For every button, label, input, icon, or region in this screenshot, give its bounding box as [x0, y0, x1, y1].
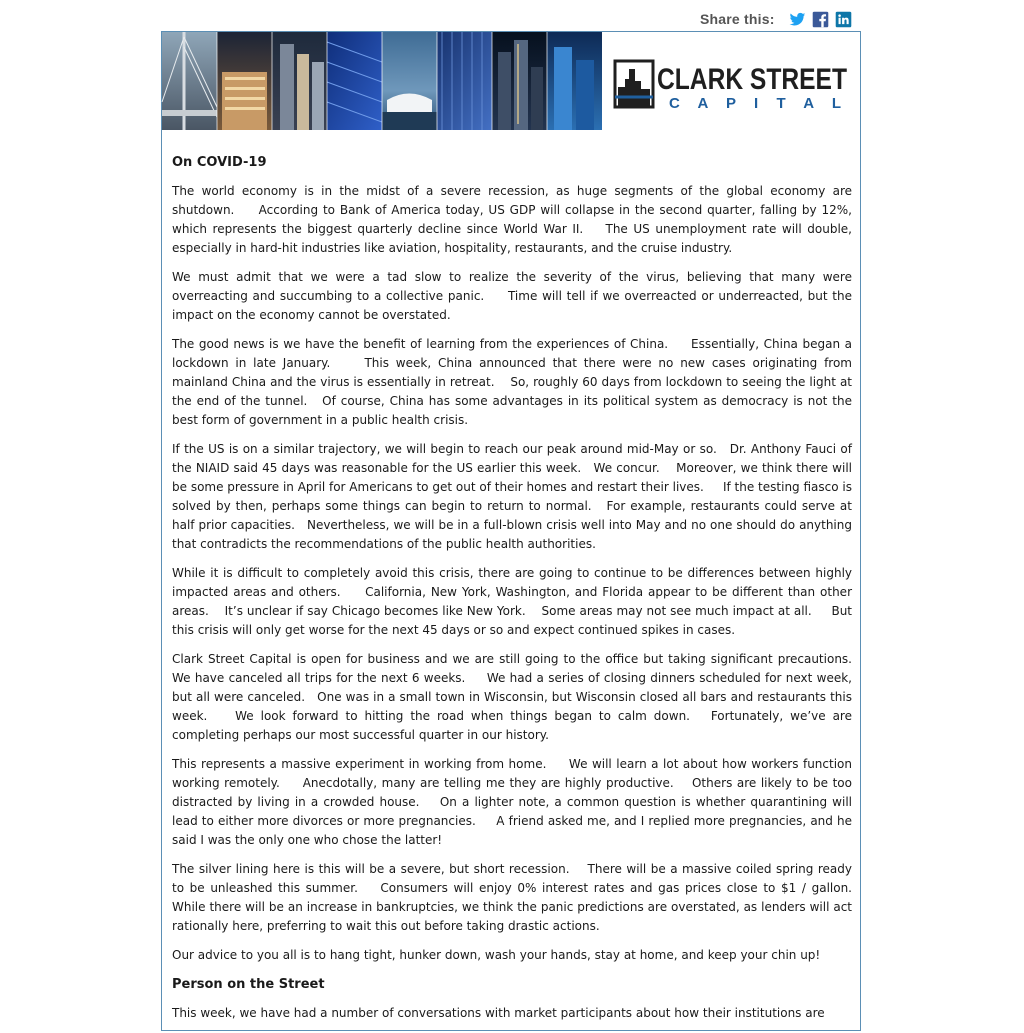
share-bar	[700, 9, 852, 29]
article-paragraph: This represents a massive experiment in working from home. We will learn a lot about how workers function working remotely. Anecdotally, many are telling me they are highly productive. Others are likely to be too distracted by living in a crowded house. On a lighter note, a common question is whether quarantining will lead to either more divorces or more pregnancies. A friend asked me, and I replied more pregnancies, and he said I was the only one who chose the latter!	[172, 757, 856, 847]
article-paragraph: Clark Street Capital is open for business and we are still going to the office but taking significant precautions. We have canceled all trips for the next 6 weeks. We had a series of closing dinners scheduled for next week, but all were canceled. One was in a small town in Wisconsin, but Wisconsin closed all bars and restaurants this week. We look forward to hitting the road when things began to calm down. Fortunately, we’ve are completing perhaps our most successful quarter in our history.	[172, 652, 868, 742]
twitter-icon[interactable]	[789, 11, 806, 28]
facebook-icon[interactable]	[812, 11, 829, 28]
city-photo-strip	[162, 32, 602, 130]
article-paragraph: The silver lining here is this will be a severe, but short recession. There will be a massive coiled spring ready to be unleashed this summer. Consumers will enjoy 0% interest rates and gas prices close to $1 / gallon. While there will be an increase in bankruptcies, we think the panic predictions are overstated, as lenders will act rationally here, preferring to wait this out before taking drastic actions.	[172, 862, 872, 933]
article-paragraph: While it is difficult to completely avoid this crisis, there are going to continue to be differences between highly impacted areas and others. California, New York, Washington, and Florida appear to be different than other areas. It’s unclear if say Chicago becomes like New York. Some areas may not see much impact at all. But this crisis will only get worse for the next 45 days or so and expect continued spikes in cases.	[172, 566, 856, 637]
logo-text-line2: C A P I T A L	[669, 95, 841, 112]
article-paragraph: This week, we have had a number of conversations with market participants about how their institutions are	[172, 1006, 825, 1020]
article-body	[172, 150, 872, 1033]
share-label: Share this:	[700, 11, 775, 27]
article-paragraph: We must admit that we were a tad slow to realize the severity of the virus, believing that many were overreacting and succumbing to a collective panic. Time will tell if we overreacted or underreacted, but the impact on the economy cannot be overstated.	[172, 270, 856, 322]
article-paragraph: If the US is on a similar trajectory, we will begin to reach our peak around mid-May or so. Dr. Anthony Fauci of the NIAID said 45 days was reasonable for the US earlier this week. We concur. Moreover, we think there will be some pressure in April for Americans to get out of their homes and restart their lives. If the testing fiasco is solved by then, perhaps some things can begin to return to normal. For example, restaurants could serve at half prior capacities. Nevertheless, we will be in a full-blown crisis well into May and no one should do anything that contradicts the recommendations of the public health authorities.	[172, 442, 856, 551]
article-paragraph: Our advice to you all is to hang tight, hunker down, wash your hands, stay at home, and keep your chin up!	[172, 948, 821, 962]
section-heading-person-on-street: Person on the Street	[172, 977, 325, 992]
header-banner	[162, 32, 860, 130]
newsletter-container	[161, 31, 872, 1031]
article-paragraph: The good news is we have the benefit of learning from the experiences of China. Essentially, China began a lockdown in late January. This week, China announced that there were no new cases originating from mainland China and the virus is essentially in retreat. So, roughly 60 days from lockdown to seeing the light at the end of the tunnel. Of course, China has some advantages in its political system as democracy is not the best form of government in a public health crisis.	[172, 337, 856, 427]
section-heading-covid: On COVID-19	[172, 155, 267, 170]
article-paragraph: The world economy is in the midst of a severe recession, as huge segments of the global economy are shutdown. According to Bank of America today, US GDP will collapse in the second quarter, falling by 12%, which represents the biggest quarterly decline since World War II. The US unemployment rate will double, especially in hard-hit industries like aviation, hospitality, restaurants, and the cruise industry.	[172, 184, 856, 255]
logo-text-line1: CLARK STREET	[657, 63, 847, 96]
clark-street-capital-logo	[615, 59, 850, 113]
linkedin-icon[interactable]	[835, 11, 852, 28]
